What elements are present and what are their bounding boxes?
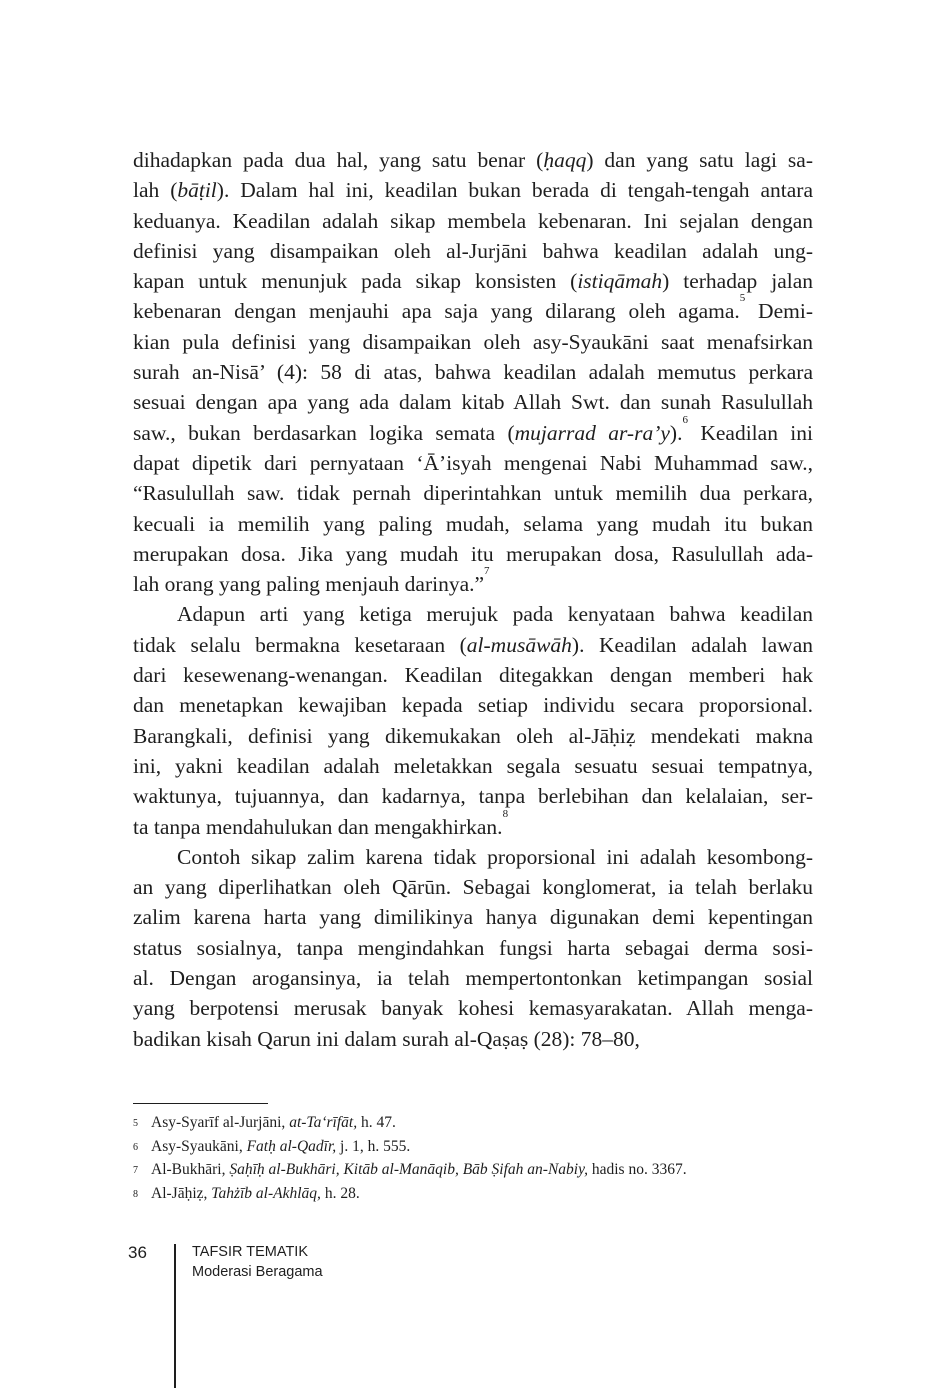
text-run: yang berpotensi merusak banyak kohesi kemasyarakatan. Allah menga-	[133, 996, 813, 1021]
footnotes	[133, 1111, 813, 1205]
book-subtitle: Moderasi Beragama	[192, 1264, 323, 1280]
italic-term: bāṭil	[177, 178, 217, 203]
text-line	[133, 630, 813, 660]
footer-divider	[174, 1244, 176, 1388]
italic-term: Tahżīb al-Akhlāq,	[211, 1184, 321, 1202]
text-run: ) terhadap jalan	[662, 269, 813, 294]
footnote-number: 5	[133, 1118, 138, 1129]
text-run: Contoh sikap zalim karena tidak proporsional ini adalah kesombong-	[177, 844, 813, 869]
text-run: waktunya, tujuannya, dan kadarnya, tanpa berlebihan dan kelalaian, ser-	[133, 784, 813, 809]
text-run: Asy-Syarīf al-Jurjāni,	[151, 1114, 290, 1131]
text-line	[133, 902, 813, 932]
text-run: kian pula definisi yang disampaikan oleh asy-Syaukāni saat menafsirkan	[133, 329, 813, 354]
text-line	[133, 448, 813, 478]
text-run: dihadapkan pada dua hal, yang satu benar (	[133, 148, 544, 172]
text-run: lah orang yang paling menjauh darinya.”	[133, 572, 485, 597]
text-run: lah (	[133, 178, 178, 203]
text-run: Al-Bukhāri,	[151, 1161, 230, 1178]
text-run: ).	[669, 420, 683, 445]
text-run: merupakan dosa. Jika yang mudah itu merupakan dosa, Rasulullah ada-	[133, 541, 813, 566]
text-line	[133, 175, 813, 205]
text-line	[133, 357, 813, 387]
paragraph-2	[133, 599, 813, 841]
italic-term: al-musāwāh	[466, 632, 572, 657]
text-run: al. Dengan arogansinya, ia telah mempertontonkan ketimpangan sosial	[133, 966, 813, 991]
text-run: Al-Jāḥiẓ,	[151, 1184, 212, 1202]
text-line	[133, 206, 813, 236]
footnote-number: 7	[133, 1165, 138, 1176]
text-line	[133, 690, 813, 720]
footnote-number: 6	[133, 1141, 138, 1153]
page-number: 36	[128, 1243, 147, 1262]
text-run: status sosialnya, tanpa mengindahkan fungsi harta sebagai derma sosi-	[133, 935, 813, 960]
running-footer	[192, 1242, 323, 1282]
text-run: ta tanpa mendahulukan dan mengakhirkan.	[133, 814, 503, 839]
text-line	[133, 413, 814, 448]
text-run: Asy-Syaukāni,	[151, 1137, 247, 1155]
text-run: kecuali ia memilih yang paling mudah, selama yang mudah itu bukan	[133, 511, 813, 536]
text-run: Keadilan ini	[687, 420, 814, 445]
text-run: definisi yang disampaikan oleh al-Jurjāni bahwa keadilan adalah ung-	[133, 238, 813, 263]
text-line	[133, 842, 813, 872]
text-run: surah an-Nisā’ (4): 58 di atas, bahwa keadilan adalah memutus perkara	[133, 360, 813, 385]
text-run: ). Keadilan adalah lawan	[571, 632, 814, 657]
text-run: Barangkali, definisi yang dikemukakan oleh al-Jāḥiẓ mendekati makna	[133, 723, 813, 748]
text-line	[133, 933, 813, 963]
text-run: ). Dalam hal ini, keadilan bukan berada di tengah-tengah antara	[216, 178, 813, 203]
text-run: an yang diperlihatkan oleh Qārūn. Sebagai konglomerat, ia telah berlaku	[133, 875, 813, 900]
text-run: kapan untuk menunjuk pada sikap konsisten (	[133, 269, 578, 294]
text-run: keduanya. Keadilan adalah sikap membela kebenaran. Ini sejalan dengan	[133, 208, 813, 233]
italic-term: Ṣaḥīḥ al-Bukhāri, Kitāb al-Manāqib, Bāb Ṣifah an-Nabiy,	[229, 1161, 588, 1178]
text-line	[133, 327, 813, 357]
main-text	[133, 145, 813, 1054]
text-line	[133, 292, 813, 326]
text-run: dan menetapkan kewajiban kepada setiap individu secara proporsional.	[133, 693, 813, 718]
footnote-separator	[133, 1103, 268, 1104]
text-line	[133, 993, 813, 1023]
text-line	[133, 807, 813, 842]
italic-term: at-Ta‘rīfāt,	[289, 1114, 358, 1131]
text-run: dari kesewenang-wenangan. Keadilan ditegakkan dengan memberi hak	[133, 663, 813, 688]
text-line	[133, 872, 813, 902]
text-line	[133, 387, 813, 417]
footnote	[133, 1158, 813, 1182]
text-line	[133, 721, 813, 751]
footnote-reference: 6	[682, 413, 688, 426]
text-line	[133, 565, 813, 599]
text-run: tidak selalu bermakna kesetaraan (	[133, 632, 467, 657]
text-line	[133, 963, 813, 993]
footnote-reference: 5	[739, 292, 746, 305]
text-run: “Rasulullah saw. tidak pernah diperintahkan untuk memilih dua perkara,	[133, 481, 813, 506]
text-line	[133, 145, 813, 175]
book-title: TAFSIR TEMATIK	[192, 1244, 309, 1260]
paragraph-3	[133, 842, 813, 1054]
text-run: h. 28.	[320, 1184, 360, 1202]
text-run: ini, yakni keadilan adalah meletakkan segala sesuatu sesuai tempatnya,	[133, 753, 813, 778]
text-run: ) dan yang satu lagi sa-	[586, 148, 813, 172]
italic-term: istiqāmah	[577, 269, 663, 294]
footnote-reference: 8	[502, 807, 509, 820]
text-line	[133, 539, 813, 569]
text-run: dapat dipetik dari pernyataan ‘Ā’isyah mengenai Nabi Muhammad saw.,	[133, 450, 813, 475]
text-line	[133, 781, 813, 811]
text-run: badikan kisah Qarun ini dalam surah al-Qaṣaṣ (28): 78–80,	[133, 1026, 640, 1051]
footnote	[133, 1135, 813, 1159]
text-run: j. 1, h. 555.	[336, 1137, 411, 1155]
italic-term: ḥaqq	[543, 148, 587, 172]
footnote-number: 8	[133, 1188, 138, 1200]
text-run: sesuai dengan apa yang ada dalam kitab Allah Swt. dan sunah Rasulullah	[133, 390, 813, 415]
text-run: hadis no. 3367.	[588, 1161, 687, 1178]
italic-term: mujarrad ar-ra’y	[514, 420, 670, 445]
paragraph-1	[133, 145, 813, 599]
text-line	[133, 236, 813, 266]
text-line	[133, 478, 813, 508]
text-line	[133, 751, 813, 781]
text-line	[133, 509, 813, 539]
text-run: kebenaran dengan menjauhi apa saja yang dilarang oleh agama.	[133, 299, 740, 324]
text-run: zalim karena harta yang dimilikinya hanya digunakan demi kepentingan	[133, 905, 813, 930]
text-line	[133, 660, 813, 690]
text-run: Adapun arti yang ketiga merujuk pada kenyataan bahwa keadilan	[177, 602, 813, 627]
italic-term: Fatḥ al-Qadīr,	[246, 1137, 337, 1155]
footnote	[133, 1182, 813, 1206]
text-run: saw., bukan berdasarkan logika semata (	[133, 420, 515, 445]
text-run: Demi-	[745, 299, 813, 324]
text-run: h. 47.	[357, 1114, 396, 1131]
footnote-reference: 7	[484, 565, 490, 578]
text-line	[133, 266, 813, 296]
text-line	[133, 1024, 813, 1054]
footnote	[133, 1111, 813, 1135]
text-line	[133, 599, 813, 629]
